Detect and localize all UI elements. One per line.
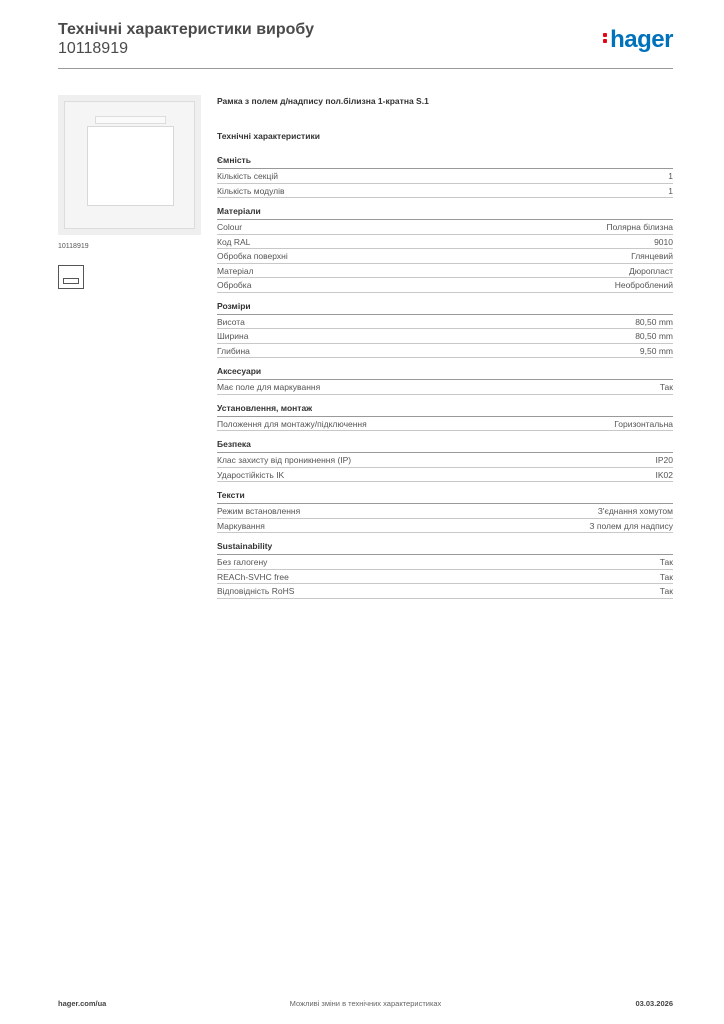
spec-value: 9010 <box>654 236 673 247</box>
spec-group-title: Установлення, монтаж <box>217 402 673 417</box>
frame-label-field <box>95 116 166 124</box>
spec-value: Так <box>659 382 673 392</box>
spec-group-title: Безпека <box>217 438 673 453</box>
spec-group-title: Sustainability <box>217 540 673 555</box>
spec-label: Без галогену <box>217 557 268 567</box>
spec-value: З'єднання хомутом <box>597 506 673 516</box>
spec-row <box>217 169 673 184</box>
spec-row <box>217 555 673 570</box>
spec-group-title: Розміри <box>217 300 673 315</box>
spec-value: З полем для надпису <box>589 520 673 531</box>
spec-row <box>217 184 673 199</box>
spec-label: Маркування <box>217 520 265 531</box>
frame-image-opening <box>87 126 174 206</box>
spec-value: 1 <box>668 171 673 181</box>
spec-row <box>217 453 673 468</box>
spec-group <box>217 205 673 293</box>
frame-image-outer <box>64 101 195 229</box>
spec-value: Так <box>659 586 673 596</box>
spec-row <box>217 315 673 330</box>
spec-label: Матеріал <box>217 265 254 276</box>
spec-group <box>217 402 673 432</box>
product-number: 10118919 <box>58 40 128 57</box>
hager-logo <box>603 26 673 54</box>
spec-row <box>217 417 673 432</box>
spec-row <box>217 468 673 483</box>
spec-label: Висота <box>217 316 245 327</box>
frame-symbol-icon <box>58 265 84 289</box>
footer-website: hager.com/ua <box>58 999 107 1008</box>
spec-value: Необроблений <box>614 280 673 290</box>
product-name: Рамка з полем д/надпису пол.білизна 1-кратна S.1 <box>217 96 429 106</box>
logo-text: hager <box>610 26 673 53</box>
spec-value: IK02 <box>655 469 673 480</box>
spec-label: Клас захисту від проникнення (IP) <box>217 455 352 465</box>
spec-label: Ударостійкість IK <box>217 469 285 480</box>
spec-row <box>217 220 673 235</box>
spec-row <box>217 329 673 344</box>
spec-content <box>217 95 673 606</box>
logo-dots-icon <box>603 31 608 45</box>
spec-value: Дюропласт <box>628 265 673 276</box>
footer-disclaimer: Можливі зміни в технічних характеристиках <box>289 999 442 1008</box>
spec-row <box>217 380 673 395</box>
spec-value: 1 <box>668 185 673 196</box>
spec-label: Код RAL <box>217 236 251 247</box>
spec-label: REACh-SVHC free <box>217 571 289 582</box>
spec-group-title: Тексти <box>217 489 673 504</box>
spec-value: Так <box>659 557 673 567</box>
spec-label: Кількість модулів <box>217 185 285 196</box>
spec-label: Має поле для маркування <box>217 382 321 392</box>
spec-row <box>217 519 673 534</box>
spec-row <box>217 584 673 599</box>
spec-label: Обробка поверхні <box>217 251 288 261</box>
spec-value: 80,50 mm <box>635 331 673 341</box>
spec-group <box>217 154 673 198</box>
specs-heading: Технічні характеристики <box>217 131 320 141</box>
spec-row <box>217 278 673 293</box>
page-header <box>58 20 673 70</box>
document-title: Технічні характеристики виробу <box>58 21 314 38</box>
image-caption: 10118919 <box>58 243 89 250</box>
spec-group <box>217 438 673 482</box>
spec-row <box>217 344 673 359</box>
spec-groups <box>217 154 673 599</box>
spec-group <box>217 300 673 359</box>
spec-label: Кількість секцій <box>217 171 278 181</box>
product-image <box>58 95 201 235</box>
header-divider <box>58 68 673 69</box>
spec-value: Полярна білизна <box>606 222 673 232</box>
spec-group <box>217 540 673 599</box>
spec-label: Ширина <box>217 331 249 341</box>
spec-group-title: Ємність <box>217 154 673 169</box>
spec-value: IP20 <box>655 455 673 465</box>
spec-row <box>217 249 673 264</box>
spec-label: Режим встановлення <box>217 506 301 516</box>
spec-value: Так <box>659 571 673 582</box>
spec-label: Colour <box>217 222 243 232</box>
spec-group-title: Аксесуари <box>217 365 673 380</box>
spec-group <box>217 489 673 533</box>
spec-row <box>217 264 673 279</box>
spec-label: Глибина <box>217 345 250 356</box>
spec-row <box>217 235 673 250</box>
spec-row <box>217 570 673 585</box>
spec-value: 80,50 mm <box>635 316 673 327</box>
spec-label: Положення для монтажу/підключення <box>217 418 367 429</box>
spec-value: 9,50 mm <box>639 345 673 356</box>
spec-group-title: Матеріали <box>217 205 673 220</box>
spec-label: Відповідність RoHS <box>217 586 295 596</box>
spec-row <box>217 504 673 519</box>
spec-group <box>217 365 673 395</box>
footer-date: 03.03.2026 <box>635 999 673 1008</box>
spec-value: Горизонтальна <box>614 418 673 429</box>
spec-value: Глянцевий <box>631 251 673 261</box>
spec-label: Обробка <box>217 280 252 290</box>
